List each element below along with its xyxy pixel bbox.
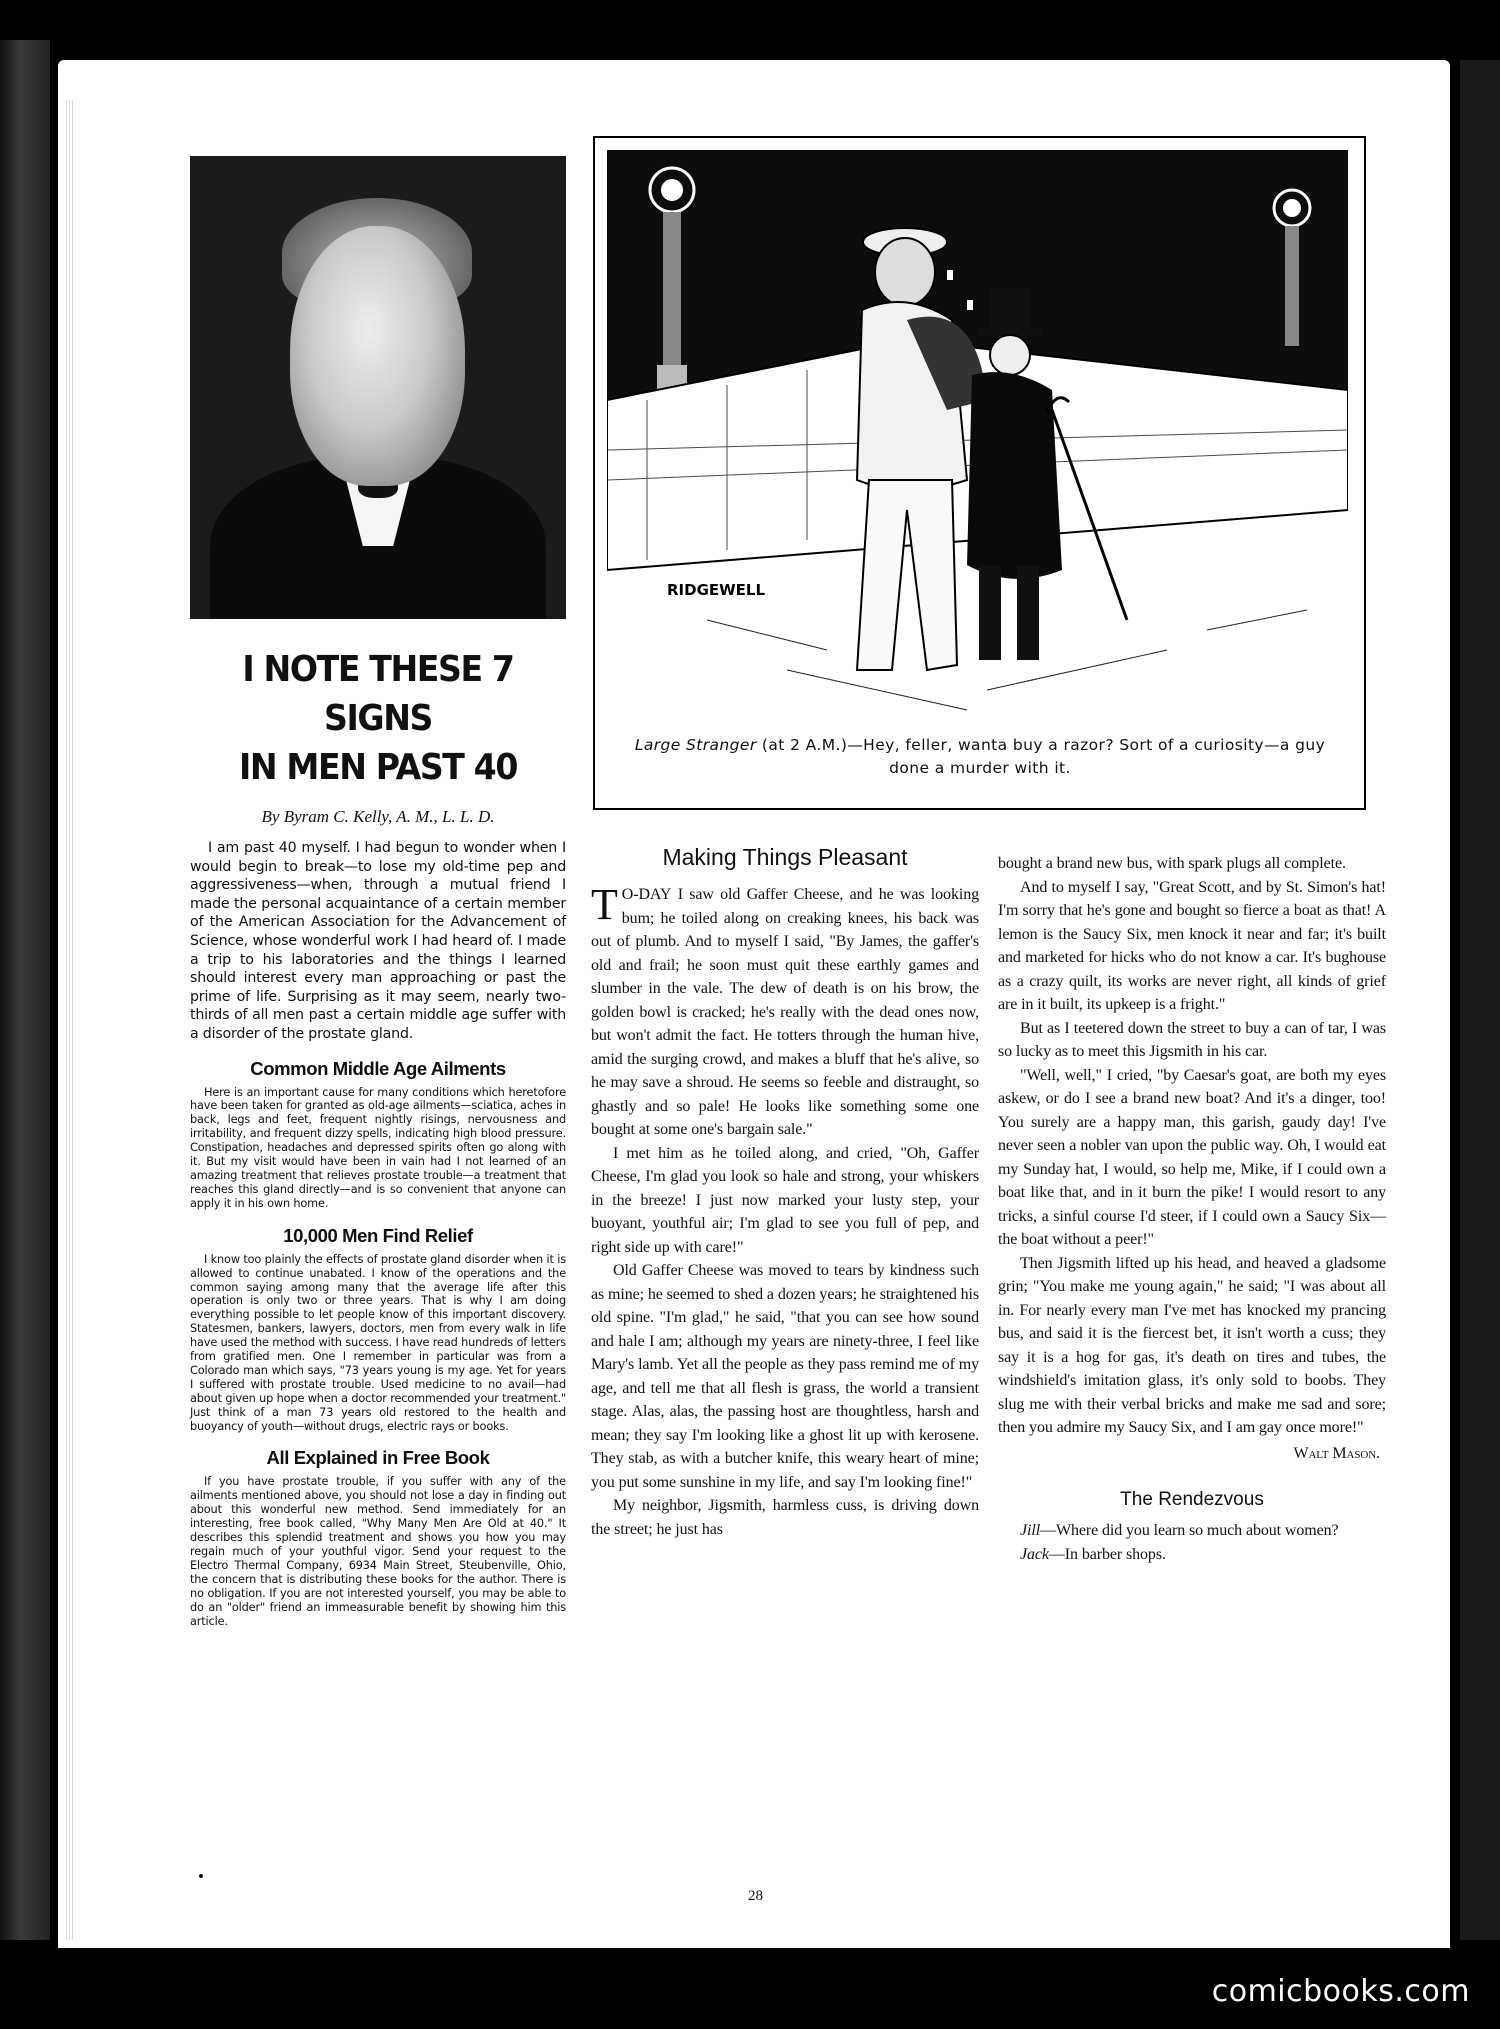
speaker-jill: Jill [1020, 1522, 1041, 1539]
book-edge-right [1460, 60, 1500, 1940]
ad-headline-line2: IN MEN PAST 40 [238, 747, 518, 788]
ad-paragraph-free-book: If you have prostate trouble, if you suffer with any of the ailments mentioned above, you should not lose a day in finding out about this wonderful new method. Send immediately for an interesting, free book called, "Why Many Men Are Old at 40." It describes this splendid treatment and shows you how you may regain much of your youthful vigor. Send your request to the Electro Thermal Company, 6934 Main Street, Steubenville, Ohio, the concern that is distributing these books for the author. There is no obligation. If you are not interested yourself, you may be able to do an "older" friend an immeasurable benefit by showing him this article. [190, 1475, 566, 1628]
poem-paragraph-4: My neighbor, Jigsmith, harmless cuss, is driving down the street; he just has [591, 1497, 979, 1538]
book-spine-left [0, 40, 50, 1940]
ad-subheading-free-book: All Explained in Free Book [266, 1447, 490, 1469]
poem-title: Making Things Pleasant [662, 844, 908, 870]
advertisement-column [190, 156, 566, 1806]
page-edge-lines [66, 100, 74, 1940]
cartoon-panel [593, 136, 1366, 810]
poem-paragraph-1-text: I saw old Gaffer Cheese, and he was looking bum; he toiled along on creaking knees, his back was out of plumb. And to myself I said, "By James, the gaffer's old and frail; he soon must quit these earthly games and slumber in the vale. The dew of death is on his brow, the golden bowl is cracked; he's really with the dead ones now, but won't admit the fact. He totters through the human hive, amid the surging crowd, and makes a bluff that he's alive, so he may save a shroud. He seems so feeble and distraught, so ghastly and so pale! He looks like something some one bought at some one's bargain sale." [591, 886, 979, 1138]
poem-paragraph-3: Old Gaffer Cheese was moved to tears by kindness such as mine; he seemed to shed a dozen years; he straightened his old spine. "I'm glad," he said, "that you can see how sound and hale I am; although my years are ninety-three, I feel like Mary's lamb. Yet all the people as they pass remind me of my age, and tell me that all flesh is grass, the world a transient stage. Alas, alas, the passing host are thoughtless, harsh and mean; they say I'm looking like a ghost lit up with kerosene. They stab, as with a butcher knife, this weary heart of mine; you put some sunshine in my life, and say I'm looking fine!" [591, 1262, 979, 1491]
caption-speaker: Large Stranger [634, 736, 757, 754]
poem-paragraph-5: And to myself I say, "Great Scott, and by St. Simon's hat! I'm sorry that he's gone and bought so fierce a boat as that! A lemon is the Saucy Six, men knock it near and far; it's built and marketed for hicks who do not know a car. It's bughouse as a crazy quilt, its works are never right, all kinds of grief are in it built, its upkeep is a fright." [998, 878, 1386, 1013]
author-portrait-image [190, 156, 566, 619]
rendezvous-title: The Rendezvous [1120, 1489, 1264, 1510]
poem-paragraph-7: "Well, well," I cried, "by Caesar's goat, are both my eyes askew, or do I see a brand new boat? And it's a dinger, too! You surely are a happy man, this garish, gaudy day! I've never seen a nobler van upon the public way. Oh, I would eat my Sunday hat, I would, so help me, Mike, if I could own a boat like that, and in it burn the pike! I would resort to any tricks, a sinful course I'd steer, if I could own a Saucy Six—the boat without a peer!" [998, 1066, 1386, 1248]
rendezvous-line-1-text: —Where did you learn so much about women? [1040, 1522, 1339, 1539]
portrait-face [290, 226, 465, 486]
ad-subheading-ailments: Common Middle Age Ailments [250, 1057, 506, 1079]
rendezvous-line-jack [998, 1543, 1386, 1567]
page-mark-dot [199, 1874, 203, 1878]
cartoon-illustration [607, 150, 1348, 727]
poem-paragraph-6: But as I teetered down the street to buy a can of tar, I was so lucky as to meet this Jigsmith in his car. [998, 1019, 1386, 1060]
poem-column-right [998, 852, 1386, 1566]
poem-column-left [591, 844, 979, 1541]
page-number: 28 [748, 1888, 763, 1904]
ad-headline [205, 645, 551, 792]
ad-byline: By Byram C. Kelly, A. M., L. L. D. [261, 807, 495, 826]
poem-author-signature: Walt Mason. [1293, 1444, 1380, 1462]
cartoon-caption [615, 734, 1345, 780]
drop-cap: T [591, 880, 618, 929]
ad-paragraph-ailments: Here is an important cause for many conditions which heretofore have been taken for granted as old-age ailments—sciatica, aches in back, legs and feet, frequent nightly risings, nervousness and irritability, and frequent dizzy spells, indicating high blood pressure. Constipation, headaches and depressed spirits often go along with it. But my visit would have been in vain had I not learned of an amazing treatment that relieves prostate trouble—a treatment that reaches this gland directly—and is so convenient that anyone can apply it in his own home. [190, 1085, 566, 1210]
ad-paragraph-relief: I know too plainly the effects of prostate gland disorder when it is allowed to continue unabated. I know of the operations and the common saying among many that the average life after this operation is only two or three years. That is why I am doing everything possible to let people know of this important discovery. Statesmen, bankers, lawyers, doctors, men from every walk in life have used the method with success. I have read hundreds of letters from gratified men. One I remember in particular was from a Colorado man which says, "73 years young is my age. Yet for years I suffered with prostate trouble. Used medicine to no avail—had about given up hope when a doctor recommended your treatment." Just think of a man 73 years old restored to the health and buoyancy of youth—without drugs, electric rays or books. [190, 1252, 566, 1433]
cartoon-drawing [607, 150, 1348, 727]
rendezvous-line-2-text: —In barber shops. [1048, 1545, 1166, 1563]
site-watermark: comicbooks.com [1211, 1974, 1470, 2009]
speaker-jack: Jack [1020, 1545, 1049, 1563]
ad-headline-line1: I NOTE THESE 7 SIGNS [242, 649, 514, 739]
caption-text: (at 2 A.M.)—Hey, feller, wanta buy a razor? Sort of a curiosity—a guy done a murder with it. [756, 736, 1326, 777]
cartoonist-signature: RIDGEWELL [667, 581, 766, 599]
poem-opening-word: O-DAY [621, 886, 672, 903]
poem-paragraph-4-continued: bought a brand new bus, with spark plugs all complete. [998, 855, 1346, 872]
poem-paragraph-2: I met him as he toiled along, and cried, "Oh, Gaffer Cheese, I'm glad you look so hale and strong, your whiskers in the breeze! I just now marked your lusty step, your buoyant, youthful air; I'm glad to see you full of pep, and right side up with care!" [591, 1144, 979, 1256]
poem-paragraph-8: Then Jigsmith lifted up his head, and heaved a gladsome grin; "You make me young again," he said; "I was about all in. For nearly every man I've met has knocked my prancing bus, and said it is the fiercest bet, it isn't worth a cuss; they say it is a hog for gas, it's death on tires and tubes, the windshield's imitation glass, it's only sold to boobs. They slug me with their verbal bricks and make me sad and sore; then you admire my Saucy Six, and I am gay once more!" [998, 1254, 1386, 1436]
ad-subheading-relief: 10,000 Men Find Relief [283, 1224, 473, 1246]
rendezvous-line-jill [998, 1519, 1386, 1543]
poem-paragraph-1 [591, 880, 979, 1142]
ad-intro-paragraph: I am past 40 myself. I had begun to wonder when I would begin to break—to lose my old-time pep and aggressiveness—when, through a mutual friend I made the personal acquaintance of a certain member of the American Association for the Advancement of Science, whose wonderful work I had heard of. I made a trip to his laboratories and the things I learned should interest every man approaching or past the prime of life. Surprising as it may seem, nearly two-thirds of all men past a certain middle age suffer with a disorder of the prostate gland. [190, 840, 566, 1042]
